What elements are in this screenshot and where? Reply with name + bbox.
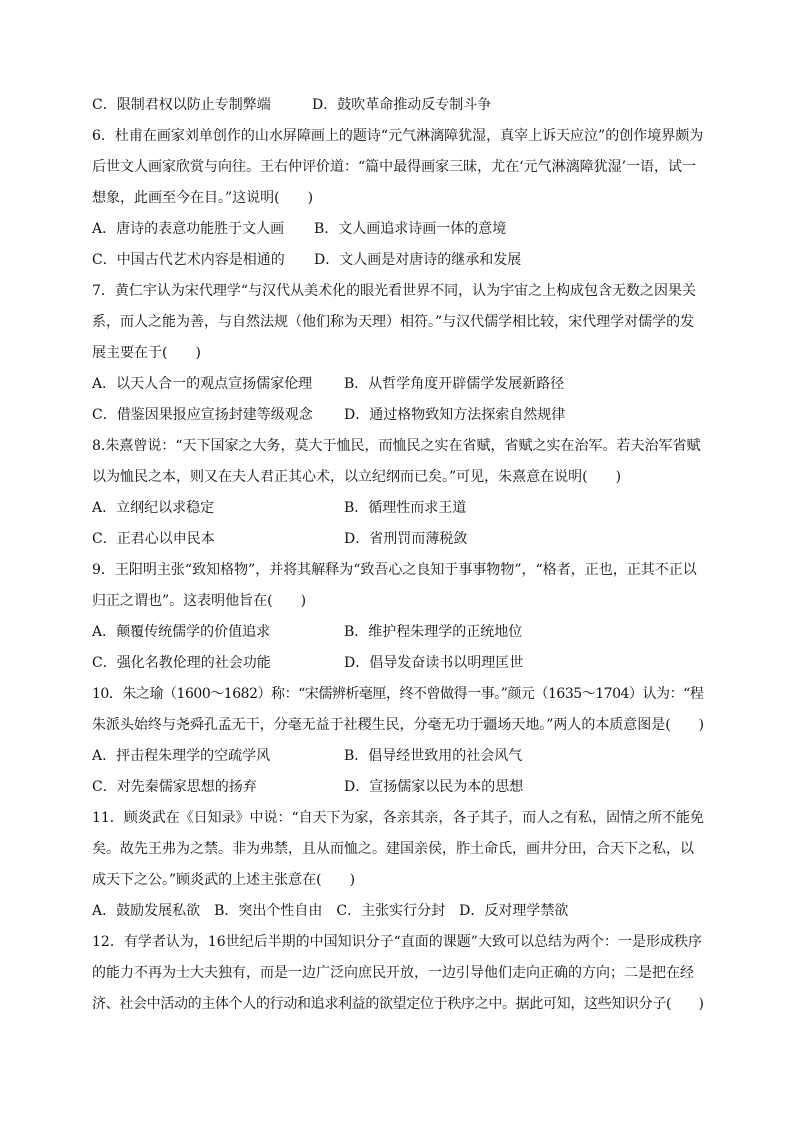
q12-stem-line-2: 的能力不再为士大夫独有，而是一边广泛向庶民开放，一边引导他们走向正确的方向；二是把在经 (92, 965, 694, 981)
q7-stem-line-3: 展主要在于( ) (92, 345, 201, 361)
q6-option-a: A．唐诗的表意功能胜于文人画 (92, 221, 285, 237)
q5-option-d: D．鼓吹革命推动反专制斗争 (312, 97, 492, 113)
q8-options-cd (92, 529, 704, 549)
q8-option-a: A．立纲纪以求稳定 (92, 500, 215, 516)
q8-stem-line-2: 以为恤民之本，则又在夫人君正其心术，以立纪纲而已矣。”可见，朱熹意在说明( ) (92, 469, 622, 485)
q8-option-b: B．循理性而求王道 (344, 500, 467, 516)
q10-stem-line-1: 10．朱之瑜（1600～1682）称：“宋儒辨析毫厘，终不曾做得一事。”颜元（1635～1704）认为：“程 (92, 686, 704, 702)
q12-stem-line-3: 济、社会中活动的主体个人的行动和追求利益的欲望定位于秩序之中。据此可知，这些知识分子( ) (92, 996, 704, 1012)
q9-option-d: D．倡导发奋读书以明理匡世 (344, 655, 524, 671)
q6-options-cd (92, 250, 704, 270)
q10-option-b: B．倡导经世致用的社会风气 (344, 748, 523, 764)
q8-options-ab (92, 498, 704, 518)
q10-options-ab (92, 746, 704, 766)
q7-options-cd (92, 405, 704, 425)
q7-option-b: B．从哲学角度开辟儒学发展新路径 (344, 376, 565, 392)
q7-option-d: D．通过格物致知方法探索自然规律 (344, 407, 566, 423)
q11-options: A．鼓励发展私欲 B．突出个性自由 C．主张实行分封 D．反对理学禁欲 (92, 903, 569, 919)
q10-stem-line-2: 朱派头始终与尧舜孔孟无干，分毫无益于社稷生民，分毫无功于疆场天地。”两人的本质意图是( ) (92, 717, 705, 733)
q11-stem-line-3: 成天下之公。”顾炎武的上述主张意在( ) (92, 872, 356, 888)
q6-stem-line-1: 6．杜甫在画家刘单创作的山水屏障画上的题诗“元气淋漓障犹湿，真宰上诉天应泣”的创作境界颇为 (92, 128, 704, 144)
q7-option-a: A．以天人合一的观点宣扬儒家伦理 (92, 376, 313, 392)
q9-option-a: A．颠覆传统儒学的价值追求 (92, 624, 271, 640)
q6-options-ab (92, 219, 704, 239)
q6-stem-line-2: 后世文人画家欣赏与向往。王右仲评价道：“篇中最得画家三昧，尤在‘元气淋漓障犹湿’一语，试一 (92, 159, 697, 175)
q8-option-d: D．省刑罚而薄税敛 (344, 531, 468, 547)
q7-stem-line-2: 系，而人之能为善，与自然法规（他们称为天理）相符。”与汉代儒学相比较，宋代理学对儒学的发 (92, 314, 695, 330)
q6-option-d: D．文人画是对唐诗的继承和发展 (314, 252, 522, 268)
q10-option-a: A．抨击程朱理学的空疏学风 (92, 748, 271, 764)
q8-option-c: C．正君心以申民本 (92, 531, 215, 547)
q6-option-b: B．文人画追求诗画一体的意境 (314, 221, 507, 237)
q5-option-c: C．限制君权以防止专制弊端 (92, 97, 271, 113)
q8-stem-line-1: 8.朱熹曾说：“天下国家之大务，莫大于恤民，而恤民之实在省赋，省赋之实在治军。若夫治军省赋 (92, 438, 701, 454)
q5-options-cd (92, 95, 704, 115)
q9-option-b: B．维护程朱理学的正统地位 (344, 624, 523, 640)
q9-options-cd (92, 653, 704, 673)
q6-stem-line-3: 想象，此画至今在目。”这说明( ) (92, 190, 314, 206)
q12-stem-line-1: 12．有学者认为，16世纪后半期的中国知识分子“直面的课题”大致可以总结为两个：一是形成秩序 (92, 934, 702, 950)
q6-option-c: C．中国古代艺术内容是相通的 (92, 252, 285, 268)
q7-option-c: C．借鉴因果报应宣扬封建等级观念 (92, 407, 313, 423)
q10-option-d: D．宣扬儒家以民为本的思想 (344, 779, 524, 795)
q7-stem-line-1: 7．黄仁宇认为宋代理学“与汉代从美术化的眼光看世界不同，认为宇宙之上构成包含无数之因果关 (92, 283, 697, 299)
q9-stem-line-1: 9．王阳明主张“致知格物”，并将其解释为“致吾心之良知于事事物物”，“格者，正也，正其不正以 (92, 562, 697, 578)
q10-options-cd (92, 777, 704, 797)
q9-stem-line-2: 归正之谓也”。这表明他旨在( ) (92, 593, 307, 609)
q9-options-ab (92, 622, 704, 642)
q9-option-c: C．强化名教伦理的社会功能 (92, 655, 271, 671)
q7-options-ab (92, 374, 704, 394)
q11-stem-line-1: 11．顾炎武在《日知录》中说：“自天下为家，各亲其亲，各子其子，而人之有私，固情之所不能免 (92, 810, 704, 826)
q11-stem-line-2: 矣。故先王弗为之禁。非为弗禁，且从而恤之。建国亲侯，胙土命氏，画井分田，合天下之私，以 (92, 841, 694, 857)
q10-option-c: C．对先秦儒家思想的扬弃 (92, 779, 257, 795)
